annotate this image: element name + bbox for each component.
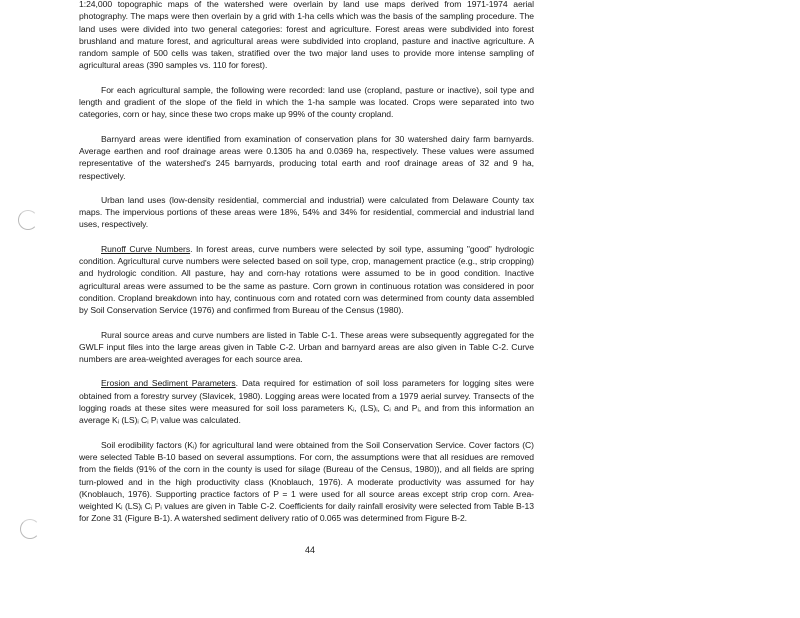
- paragraph-urban-land-uses: Urban land uses (low-density residential, commercial and industrial) were calculated from Delaware County tax maps. The impervious portions of these areas were 18%, 54% and 34% for residential, commercial and industrial land uses, respectively.: [79, 194, 534, 230]
- paragraph-agricultural-sample: For each agricultural sample, the following were recorded: land use (cropland, pasture or inactive), soil type and length and gradient of the slope of the field in which the 1-ha sample was located. Crops were separated into two categories, corn or hay, since these two crops make up 99% of the county cropland.: [79, 84, 534, 120]
- paragraph-rural-source-areas: Rural source areas and curve numbers are listed in Table C-1. These areas were subsequently aggregated for the GWLF input files into the large areas given in Table C-2. Urban and barnyard areas are also given in Table C-2. Curve numbers are area-weighted averages for each source area.: [79, 329, 534, 365]
- page-number: 44: [304, 545, 315, 555]
- paragraph-barnyard-areas: Barnyard areas were identified from examination of conservation plans for 30 watershed dairy farm barnyards. Average earthen and roof drainage areas were 0.1305 ha and 0.0369 ha, respectively. These values were assumed representative of the watershed's 245 barnyards, producing total earth and roof drainage areas of 32 and 9 ha, respectively.: [79, 133, 534, 181]
- body-text: [79, 0, 534, 537]
- text-erosion-sediment: . Data required for estimation of soil loss parameters for logging sites were obtained from a forestry survey (Slavicek, 1980). Logging areas were located from a 1979 aerial survey. Transects of the logging roads at these sites were measured for soil loss parameters Kᵢ, (LS)ᵢ, Cᵢ and Pᵢ, and from this information an average Kᵢ (LS)ᵢ Cᵢ Pᵢ value was calculated.: [79, 378, 535, 426]
- text-runoff-curve-numbers: . In forest areas, curve numbers were selected by soil type, assuming "good" hydrologic condition. Agricultural curve numbers were selected based on soil type, crop, management practice (e.g., strip cropping) and hydrologic condition. All pasture, hay and corn-hay rotations were assumed to be in good condition. Inactive agricultural areas were assumed to be the same as pasture. Corn grown in continuous rotation was considered in poor condition. Cropland breakdown into hay, continuous corn and rotated corn was determined from county data assembled by Soil Conservation Service (1976) and confirmed from Bureau of the Census (1980).: [79, 243, 534, 316]
- paragraph-land-use-maps: 1:24,000 topographic maps of the watershed were overlain by land use maps derived from 1971-1974 aerial photography. The maps were then overlain by a grid with 1-ha cells which was the basis of the sampling procedure. The land uses were divided into two general categories: forest and agriculture. Forest areas were subdivided into forest brushland and mature forest, and agricultural areas were subdivided into cropland, pasture and inactive agriculture. A random sample of 500 cells was taken, stratified over the two major land uses to provide more intense sampling of agricultural areas (390 samples vs. 110 for forest).: [79, 0, 534, 71]
- paragraph-runoff-curve-numbers: [79, 243, 534, 317]
- paragraph-erosion-sediment: [79, 377, 534, 426]
- punch-hole-icon: [20, 519, 40, 539]
- punch-hole-icon: [18, 210, 38, 230]
- paragraph-soil-erodibility: Soil erodibility factors (Kᵢ) for agricultural land were obtained from the Soil Conservation Service. Cover factors (C) were selected Table B-10 based on several assumptions. For corn, the assumptions were that all residues are removed from the fields (91% of the corn in the county is used for silage (Bureau of the Census, 1980)), and all fields are spring turn-plowed and in the high productivity class (Knoblauch, 1976). A moderate productivity was assumed for hay (Knoblauch, 1976). Supporting practice factors of P = 1 were used for all source areas except strip crop corn. Area-weighted Kᵢ (LS)ᵢ Cᵢ Pᵢ values are given in Table C-2. Coefficients for daily rainfall erosivity were selected from Table B-13 for Zone 31 (Figure B-1). A watershed sediment delivery ratio of 0.065 was determined from Figure B-2.: [79, 439, 534, 524]
- heading-erosion-sediment: Erosion and Sediment Parameters: [101, 378, 236, 389]
- heading-runoff-curve-numbers: Runoff Curve Numbers: [101, 243, 191, 254]
